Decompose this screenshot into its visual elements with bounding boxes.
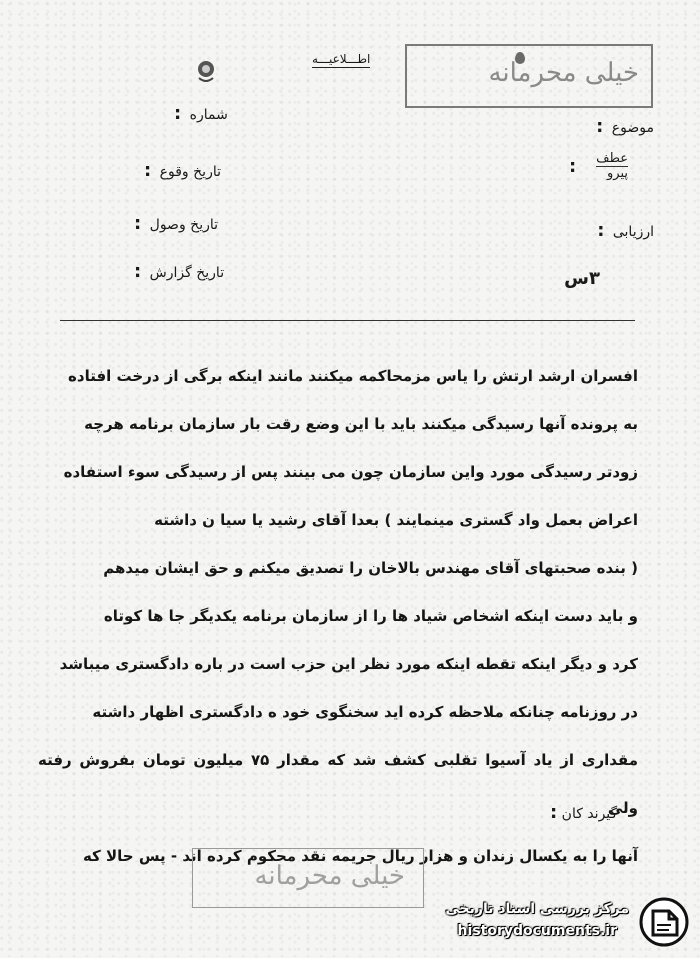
atf-ref: پیرو: [596, 166, 628, 181]
number-field: [170, 103, 228, 124]
security-code: ۳س: [564, 268, 600, 289]
date-report-label: تاریخ گزارش: [149, 265, 225, 281]
body-line: مقداری از یاد آسیوا تقلبی کشف شد که مقدار ۷۵ میلیون تومان بفروش رفته ولی: [38, 751, 638, 817]
info-label: اطـــلاعیـــه: [312, 52, 371, 66]
body-line: کرد و دیگر اینکه تقطه اینکه مورد نظر این حزب است در باره دادگستری میباشد: [59, 655, 638, 673]
evaluation-field: [593, 220, 654, 241]
archive-watermark: [400, 893, 695, 953]
emblem-icon: [193, 58, 219, 84]
evaluation-colon: :: [597, 220, 605, 241]
bottom-stamp-text: خیلی محرمانه: [254, 861, 405, 891]
body-line: ( بنده صحبتهای آقای مهندس بالاخان را تصدیق میکنم و حق ایشان میدهم: [103, 559, 638, 577]
bottom-secret-stamp: [192, 848, 424, 908]
body-line: آنها را به یکسال زندان و هزار ریال جریمه نقد محکوم کرده اند - پس حالا که: [82, 847, 638, 865]
body-text: [38, 352, 638, 880]
atf-label: عطف: [596, 151, 628, 166]
evaluation-label: ارزیابی: [612, 224, 654, 240]
watermark-title: مرکز بررسی اسناد تاریخی: [445, 901, 629, 917]
number-label: شماره: [189, 107, 228, 123]
header-divider: [60, 320, 635, 321]
date-received-label: تاریخ وصول: [149, 217, 219, 233]
date-received-colon: :: [134, 213, 142, 234]
date-report-colon: :: [134, 261, 142, 282]
body-line: زودتر رسیدگی مورد واین سازمان چون می بینند پس از رسیدگی سوء استفاده: [63, 463, 638, 481]
archive-logo-icon: [639, 897, 689, 947]
body-line: و باید دست اینکه اشخاص شیاد ها را از سازمان برنامه یکدیگر جا ها کوتاه: [103, 607, 638, 625]
subject-label: موضوع: [611, 120, 654, 136]
atf-field: [596, 152, 628, 181]
watermark-url: historydocuments.ir: [457, 923, 617, 939]
date-occurrence-label: تاریخ وقوع: [159, 164, 222, 180]
subject-field: [592, 116, 654, 137]
date-occurrence-field: [140, 160, 221, 181]
body-line: در روزنامه چنانکه ملاحظه کرده اید سخنگوی خود ه دادگستری اظهار داشته: [92, 703, 638, 721]
date-occurrence-colon: :: [144, 160, 152, 181]
closing-text: [550, 802, 617, 823]
closing-word: گیرند کان: [561, 806, 618, 822]
closing-colon: :: [550, 802, 558, 823]
body-line: اعراض بعمل واد گستری مینمایند ) بعدا آقای رشید یا سیا ن داشته: [154, 511, 638, 529]
subject-colon: :: [596, 116, 604, 137]
date-received-field: [130, 213, 218, 234]
top-secret-stamp: [405, 44, 653, 108]
number-colon: :: [174, 103, 182, 124]
atf-colon: :: [569, 156, 577, 177]
body-line: افسران ارشد ارتش را یاس مزمحاکمه میکنند مانند اینکه برگی از درخت افتاده: [68, 367, 638, 385]
body-line: به پرونده آنها رسیدگی میکنند باید با این وضع رقت بار سازمان برنامه هرچه: [84, 415, 638, 433]
date-report-field: [130, 261, 224, 282]
top-stamp-text: خیلی محرمانه: [488, 58, 639, 88]
